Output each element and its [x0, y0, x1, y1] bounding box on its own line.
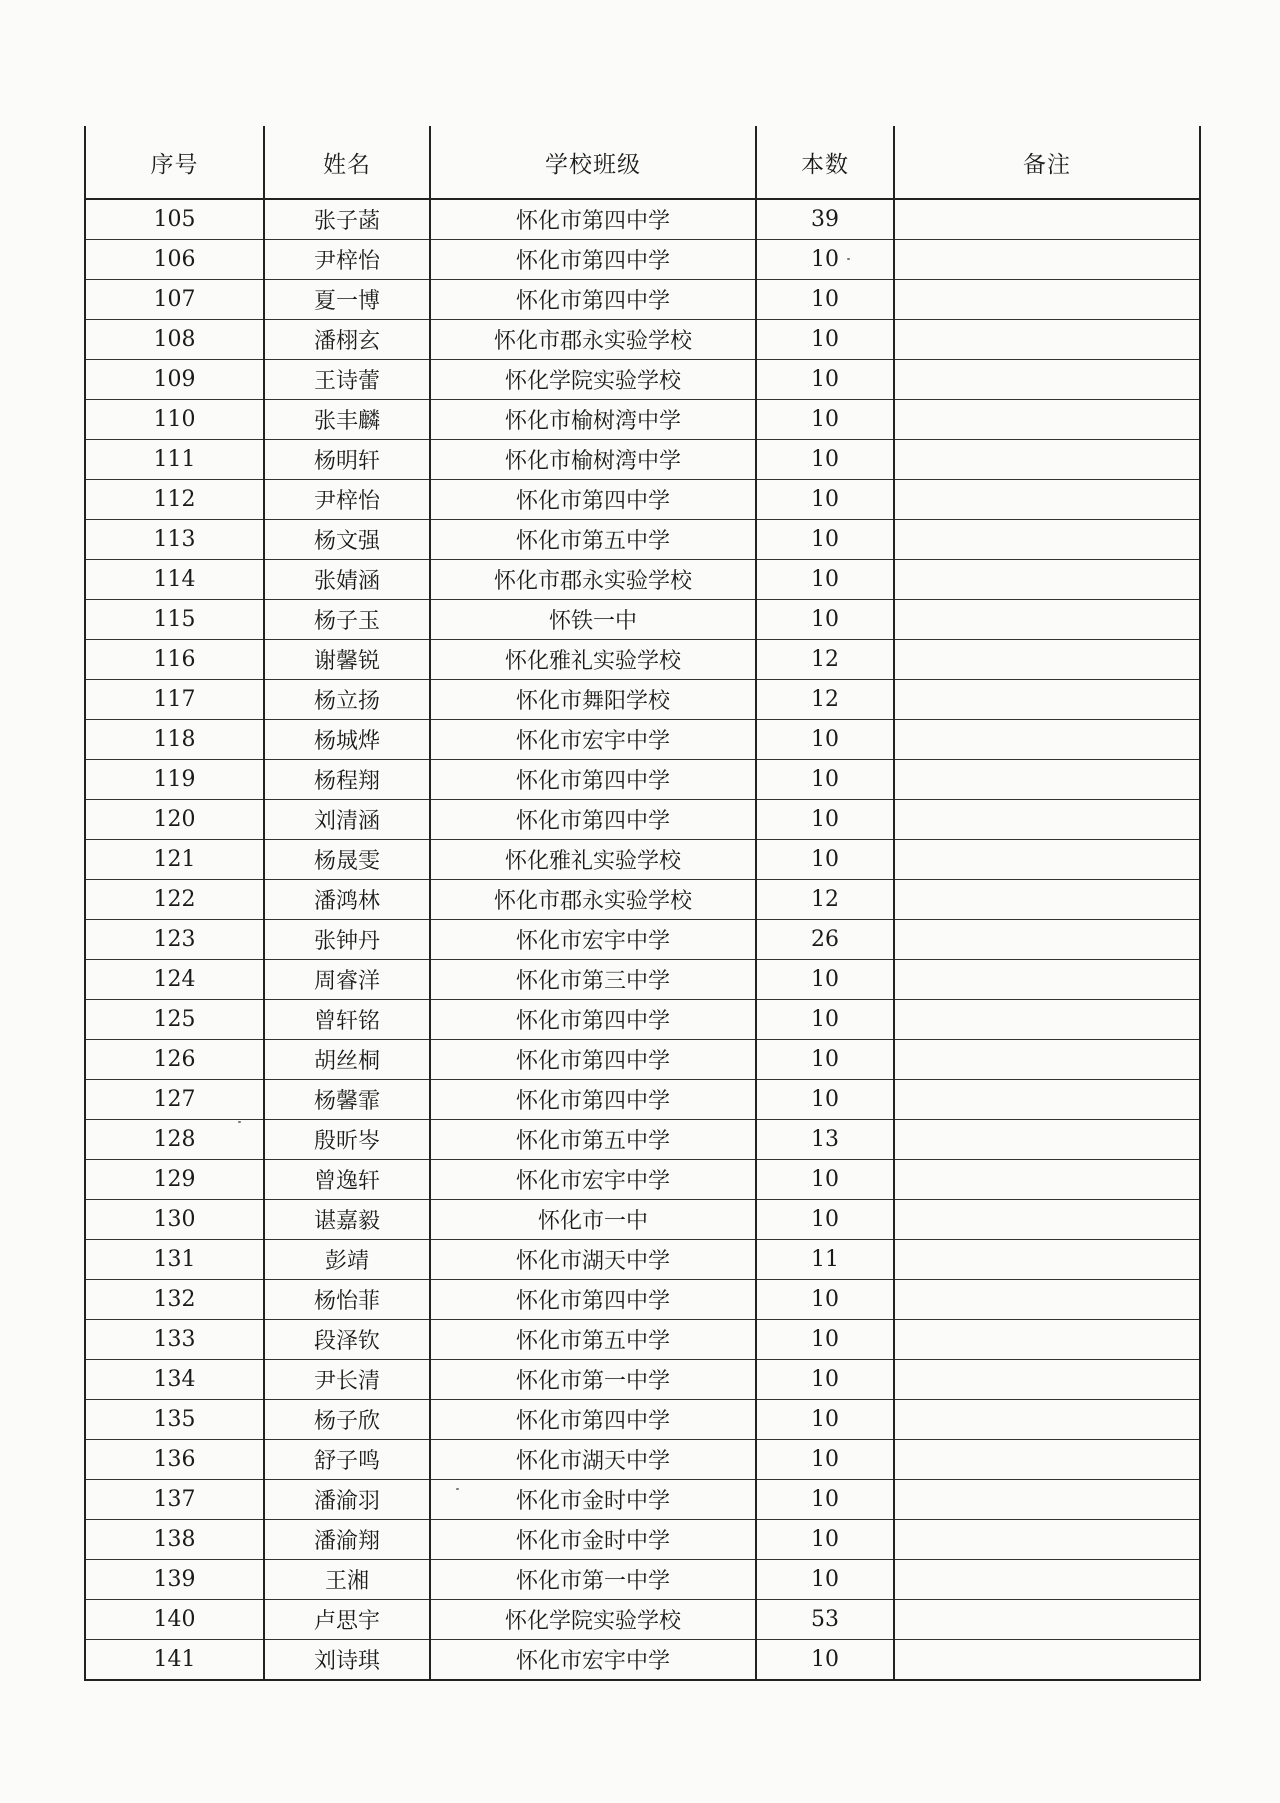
table-row [85, 720, 1200, 760]
cell-note [894, 520, 1200, 560]
cell-count: 10 [756, 440, 894, 480]
table-row [85, 440, 1200, 480]
cell-school: 怀化市郡永实验学校 [430, 320, 756, 360]
cell-note [894, 1040, 1200, 1080]
cell-school: 怀化市第四中学 [430, 280, 756, 320]
cell-index: 107 [85, 280, 264, 320]
cell-note [894, 1560, 1200, 1600]
table-row [85, 600, 1200, 640]
table-row [85, 1000, 1200, 1040]
cell-school: 怀化市第一中学 [430, 1560, 756, 1600]
cell-note [894, 320, 1200, 360]
cell-name: 杨晟雯 [264, 840, 430, 880]
cell-count: 10 [756, 1640, 894, 1681]
cell-name: 杨馨霏 [264, 1080, 430, 1120]
cell-name: 杨子玉 [264, 600, 430, 640]
cell-note [894, 1440, 1200, 1480]
cell-count: 10 [756, 720, 894, 760]
cell-index: 127 [85, 1080, 264, 1120]
roster-table [84, 126, 1201, 1681]
cell-school: 怀化市第四中学 [430, 1000, 756, 1040]
cell-school: 怀化市金时中学 [430, 1480, 756, 1520]
cell-school: 怀化市舞阳学校 [430, 680, 756, 720]
cell-count: 10 [756, 1520, 894, 1560]
cell-school: 怀化市宏宇中学 [430, 720, 756, 760]
table-row [85, 1520, 1200, 1560]
cell-index: 128 [85, 1120, 264, 1160]
cell-count: 10 [756, 600, 894, 640]
cell-note [894, 1280, 1200, 1320]
scan-speck [847, 258, 850, 260]
cell-index: 112 [85, 480, 264, 520]
cell-name: 潘栩玄 [264, 320, 430, 360]
table-row [85, 360, 1200, 400]
cell-index: 122 [85, 880, 264, 920]
cell-count: 10 [756, 960, 894, 1000]
cell-index: 106 [85, 240, 264, 280]
cell-count: 10 [756, 1320, 894, 1360]
cell-index: 117 [85, 680, 264, 720]
col-header-count: 本数 [756, 126, 894, 199]
table-row [85, 400, 1200, 440]
cell-school: 怀化市第四中学 [430, 199, 756, 240]
cell-index: 135 [85, 1400, 264, 1440]
cell-count: 26 [756, 920, 894, 960]
cell-index: 115 [85, 600, 264, 640]
cell-school: 怀化市第四中学 [430, 1040, 756, 1080]
cell-name: 杨立扬 [264, 680, 430, 720]
col-header-index: 序号 [85, 126, 264, 199]
cell-index: 141 [85, 1640, 264, 1681]
cell-name: 杨怡菲 [264, 1280, 430, 1320]
cell-count: 10 [756, 400, 894, 440]
table-row [85, 1040, 1200, 1080]
cell-school: 怀化市第四中学 [430, 1280, 756, 1320]
cell-name: 王湘 [264, 1560, 430, 1600]
cell-index: 116 [85, 640, 264, 680]
cell-count: 10 [756, 240, 894, 280]
cell-name: 杨文强 [264, 520, 430, 560]
cell-note [894, 400, 1200, 440]
table-row [85, 1560, 1200, 1600]
cell-index: 109 [85, 360, 264, 400]
table-row [85, 1080, 1200, 1120]
table-row [85, 920, 1200, 960]
cell-name: 舒子鸣 [264, 1440, 430, 1480]
cell-note [894, 440, 1200, 480]
table-row [85, 880, 1200, 920]
table-row [85, 1280, 1200, 1320]
cell-name: 王诗蕾 [264, 360, 430, 400]
cell-name: 杨子欣 [264, 1400, 430, 1440]
cell-school: 怀化市榆树湾中学 [430, 400, 756, 440]
cell-index: 124 [85, 960, 264, 1000]
table-row [85, 1360, 1200, 1400]
cell-index: 133 [85, 1320, 264, 1360]
cell-index: 108 [85, 320, 264, 360]
cell-note [894, 1480, 1200, 1520]
roster-body [85, 199, 1200, 1680]
cell-name: 张丰麟 [264, 400, 430, 440]
cell-index: 105 [85, 199, 264, 240]
cell-index: 110 [85, 400, 264, 440]
cell-name: 谌嘉毅 [264, 1200, 430, 1240]
cell-count: 10 [756, 1160, 894, 1200]
cell-name: 谢馨锐 [264, 640, 430, 680]
cell-count: 10 [756, 1560, 894, 1600]
cell-school: 怀化雅礼实验学校 [430, 840, 756, 880]
cell-count: 10 [756, 1400, 894, 1440]
table-row [85, 1400, 1200, 1440]
cell-index: 137 [85, 1480, 264, 1520]
cell-school: 怀化学院实验学校 [430, 1600, 756, 1640]
cell-name: 杨明轩 [264, 440, 430, 480]
cell-index: 138 [85, 1520, 264, 1560]
cell-school: 怀化雅礼实验学校 [430, 640, 756, 680]
cell-count: 10 [756, 1440, 894, 1480]
cell-school: 怀化市第五中学 [430, 1120, 756, 1160]
cell-note [894, 600, 1200, 640]
cell-count: 12 [756, 640, 894, 680]
cell-note [894, 960, 1200, 1000]
cell-school: 怀化市第四中学 [430, 1400, 756, 1440]
col-header-note: 备注 [894, 126, 1200, 199]
cell-note [894, 1120, 1200, 1160]
cell-name: 刘清涵 [264, 800, 430, 840]
cell-name: 尹梓怡 [264, 480, 430, 520]
cell-note [894, 360, 1200, 400]
cell-note [894, 1000, 1200, 1040]
cell-school: 怀化市第四中学 [430, 480, 756, 520]
cell-note [894, 480, 1200, 520]
cell-index: 113 [85, 520, 264, 560]
table-row [85, 280, 1200, 320]
cell-note [894, 1160, 1200, 1200]
cell-name: 尹长清 [264, 1360, 430, 1400]
cell-name: 潘渝翔 [264, 1520, 430, 1560]
cell-school: 怀化市宏宇中学 [430, 920, 756, 960]
cell-count: 10 [756, 760, 894, 800]
cell-count: 11 [756, 1240, 894, 1280]
cell-note [894, 680, 1200, 720]
cell-index: 125 [85, 1000, 264, 1040]
cell-school: 怀化市郡永实验学校 [430, 880, 756, 920]
cell-name: 尹梓怡 [264, 240, 430, 280]
col-header-name: 姓名 [264, 126, 430, 199]
cell-name: 杨城烨 [264, 720, 430, 760]
table-row [85, 1480, 1200, 1520]
cell-school: 怀化市湖天中学 [430, 1240, 756, 1280]
cell-index: 134 [85, 1360, 264, 1400]
cell-index: 126 [85, 1040, 264, 1080]
cell-index: 118 [85, 720, 264, 760]
cell-count: 10 [756, 560, 894, 600]
cell-note [894, 1320, 1200, 1360]
table-row [85, 800, 1200, 840]
table-row [85, 1160, 1200, 1200]
cell-count: 10 [756, 1040, 894, 1080]
cell-school: 怀化市一中 [430, 1200, 756, 1240]
cell-index: 123 [85, 920, 264, 960]
cell-school: 怀化市湖天中学 [430, 1440, 756, 1480]
cell-note [894, 560, 1200, 600]
cell-note [894, 199, 1200, 240]
cell-name: 张婧涵 [264, 560, 430, 600]
cell-note [894, 760, 1200, 800]
cell-name: 潘鸿林 [264, 880, 430, 920]
cell-note [894, 1080, 1200, 1120]
cell-name: 曾轩铭 [264, 1000, 430, 1040]
cell-count: 10 [756, 1080, 894, 1120]
cell-note [894, 240, 1200, 280]
cell-note [894, 1600, 1200, 1640]
cell-count: 12 [756, 680, 894, 720]
table-row [85, 960, 1200, 1000]
cell-index: 129 [85, 1160, 264, 1200]
cell-index: 114 [85, 560, 264, 600]
cell-school: 怀化市金时中学 [430, 1520, 756, 1560]
cell-index: 111 [85, 440, 264, 480]
table-row [85, 680, 1200, 720]
col-header-school: 学校班级 [430, 126, 756, 199]
table-row [85, 1120, 1200, 1160]
cell-name: 张子菡 [264, 199, 430, 240]
cell-index: 140 [85, 1600, 264, 1640]
cell-name: 周睿洋 [264, 960, 430, 1000]
cell-note [894, 1400, 1200, 1440]
cell-count: 10 [756, 360, 894, 400]
cell-note [894, 720, 1200, 760]
cell-name: 曾逸轩 [264, 1160, 430, 1200]
cell-count: 10 [756, 1360, 894, 1400]
cell-count: 10 [756, 1200, 894, 1240]
cell-name: 刘诗琪 [264, 1640, 430, 1681]
cell-note [894, 1360, 1200, 1400]
cell-school: 怀化市第三中学 [430, 960, 756, 1000]
table-row [85, 1320, 1200, 1360]
table-row [85, 1200, 1200, 1240]
cell-note [894, 1640, 1200, 1681]
cell-name: 胡丝桐 [264, 1040, 430, 1080]
cell-count: 10 [756, 840, 894, 880]
cell-count: 39 [756, 199, 894, 240]
cell-index: 131 [85, 1240, 264, 1280]
cell-index: 121 [85, 840, 264, 880]
cell-school: 怀化市第一中学 [430, 1360, 756, 1400]
cell-count: 10 [756, 480, 894, 520]
cell-note [894, 1520, 1200, 1560]
cell-index: 136 [85, 1440, 264, 1480]
table-row [85, 640, 1200, 680]
cell-name: 夏一博 [264, 280, 430, 320]
cell-count: 53 [756, 1600, 894, 1640]
cell-school: 怀化市郡永实验学校 [430, 560, 756, 600]
cell-note [894, 1200, 1200, 1240]
cell-index: 132 [85, 1280, 264, 1320]
cell-name: 彭靖 [264, 1240, 430, 1280]
roster-sheet [84, 126, 1199, 1681]
cell-name: 卢思宇 [264, 1600, 430, 1640]
cell-count: 10 [756, 520, 894, 560]
cell-index: 120 [85, 800, 264, 840]
cell-note [894, 1240, 1200, 1280]
cell-note [894, 640, 1200, 680]
cell-name: 杨程翔 [264, 760, 430, 800]
table-row [85, 199, 1200, 240]
cell-count: 10 [756, 800, 894, 840]
cell-count: 10 [756, 320, 894, 360]
cell-count: 12 [756, 880, 894, 920]
cell-name: 潘渝羽 [264, 1480, 430, 1520]
cell-school: 怀化市榆树湾中学 [430, 440, 756, 480]
cell-school: 怀化市第四中学 [430, 1080, 756, 1120]
cell-note [894, 800, 1200, 840]
cell-index: 139 [85, 1560, 264, 1600]
scan-speck [456, 1488, 459, 1490]
cell-school: 怀化市宏宇中学 [430, 1160, 756, 1200]
cell-name: 殷昕岑 [264, 1120, 430, 1160]
cell-school: 怀化市宏宇中学 [430, 1640, 756, 1681]
cell-school: 怀化市第四中学 [430, 800, 756, 840]
cell-school: 怀化市第四中学 [430, 240, 756, 280]
table-row [85, 840, 1200, 880]
table-row [85, 1600, 1200, 1640]
cell-index: 119 [85, 760, 264, 800]
table-row [85, 1440, 1200, 1480]
cell-school: 怀铁一中 [430, 600, 756, 640]
table-row [85, 760, 1200, 800]
cell-note [894, 880, 1200, 920]
table-row [85, 520, 1200, 560]
cell-count: 10 [756, 1000, 894, 1040]
table-row [85, 240, 1200, 280]
cell-name: 段泽钦 [264, 1320, 430, 1360]
table-row [85, 480, 1200, 520]
cell-school: 怀化市第五中学 [430, 1320, 756, 1360]
cell-count: 13 [756, 1120, 894, 1160]
cell-count: 10 [756, 1480, 894, 1520]
cell-count: 10 [756, 280, 894, 320]
cell-index: 130 [85, 1200, 264, 1240]
header-row [85, 126, 1200, 199]
cell-school: 怀化学院实验学校 [430, 360, 756, 400]
table-row [85, 320, 1200, 360]
cell-school: 怀化市第四中学 [430, 760, 756, 800]
cell-name: 张钟丹 [264, 920, 430, 960]
table-row [85, 1240, 1200, 1280]
table-row [85, 1640, 1200, 1681]
cell-note [894, 920, 1200, 960]
cell-note [894, 840, 1200, 880]
cell-note [894, 280, 1200, 320]
table-row [85, 560, 1200, 600]
cell-count: 10 [756, 1280, 894, 1320]
scan-speck [238, 1121, 241, 1123]
cell-school: 怀化市第五中学 [430, 520, 756, 560]
